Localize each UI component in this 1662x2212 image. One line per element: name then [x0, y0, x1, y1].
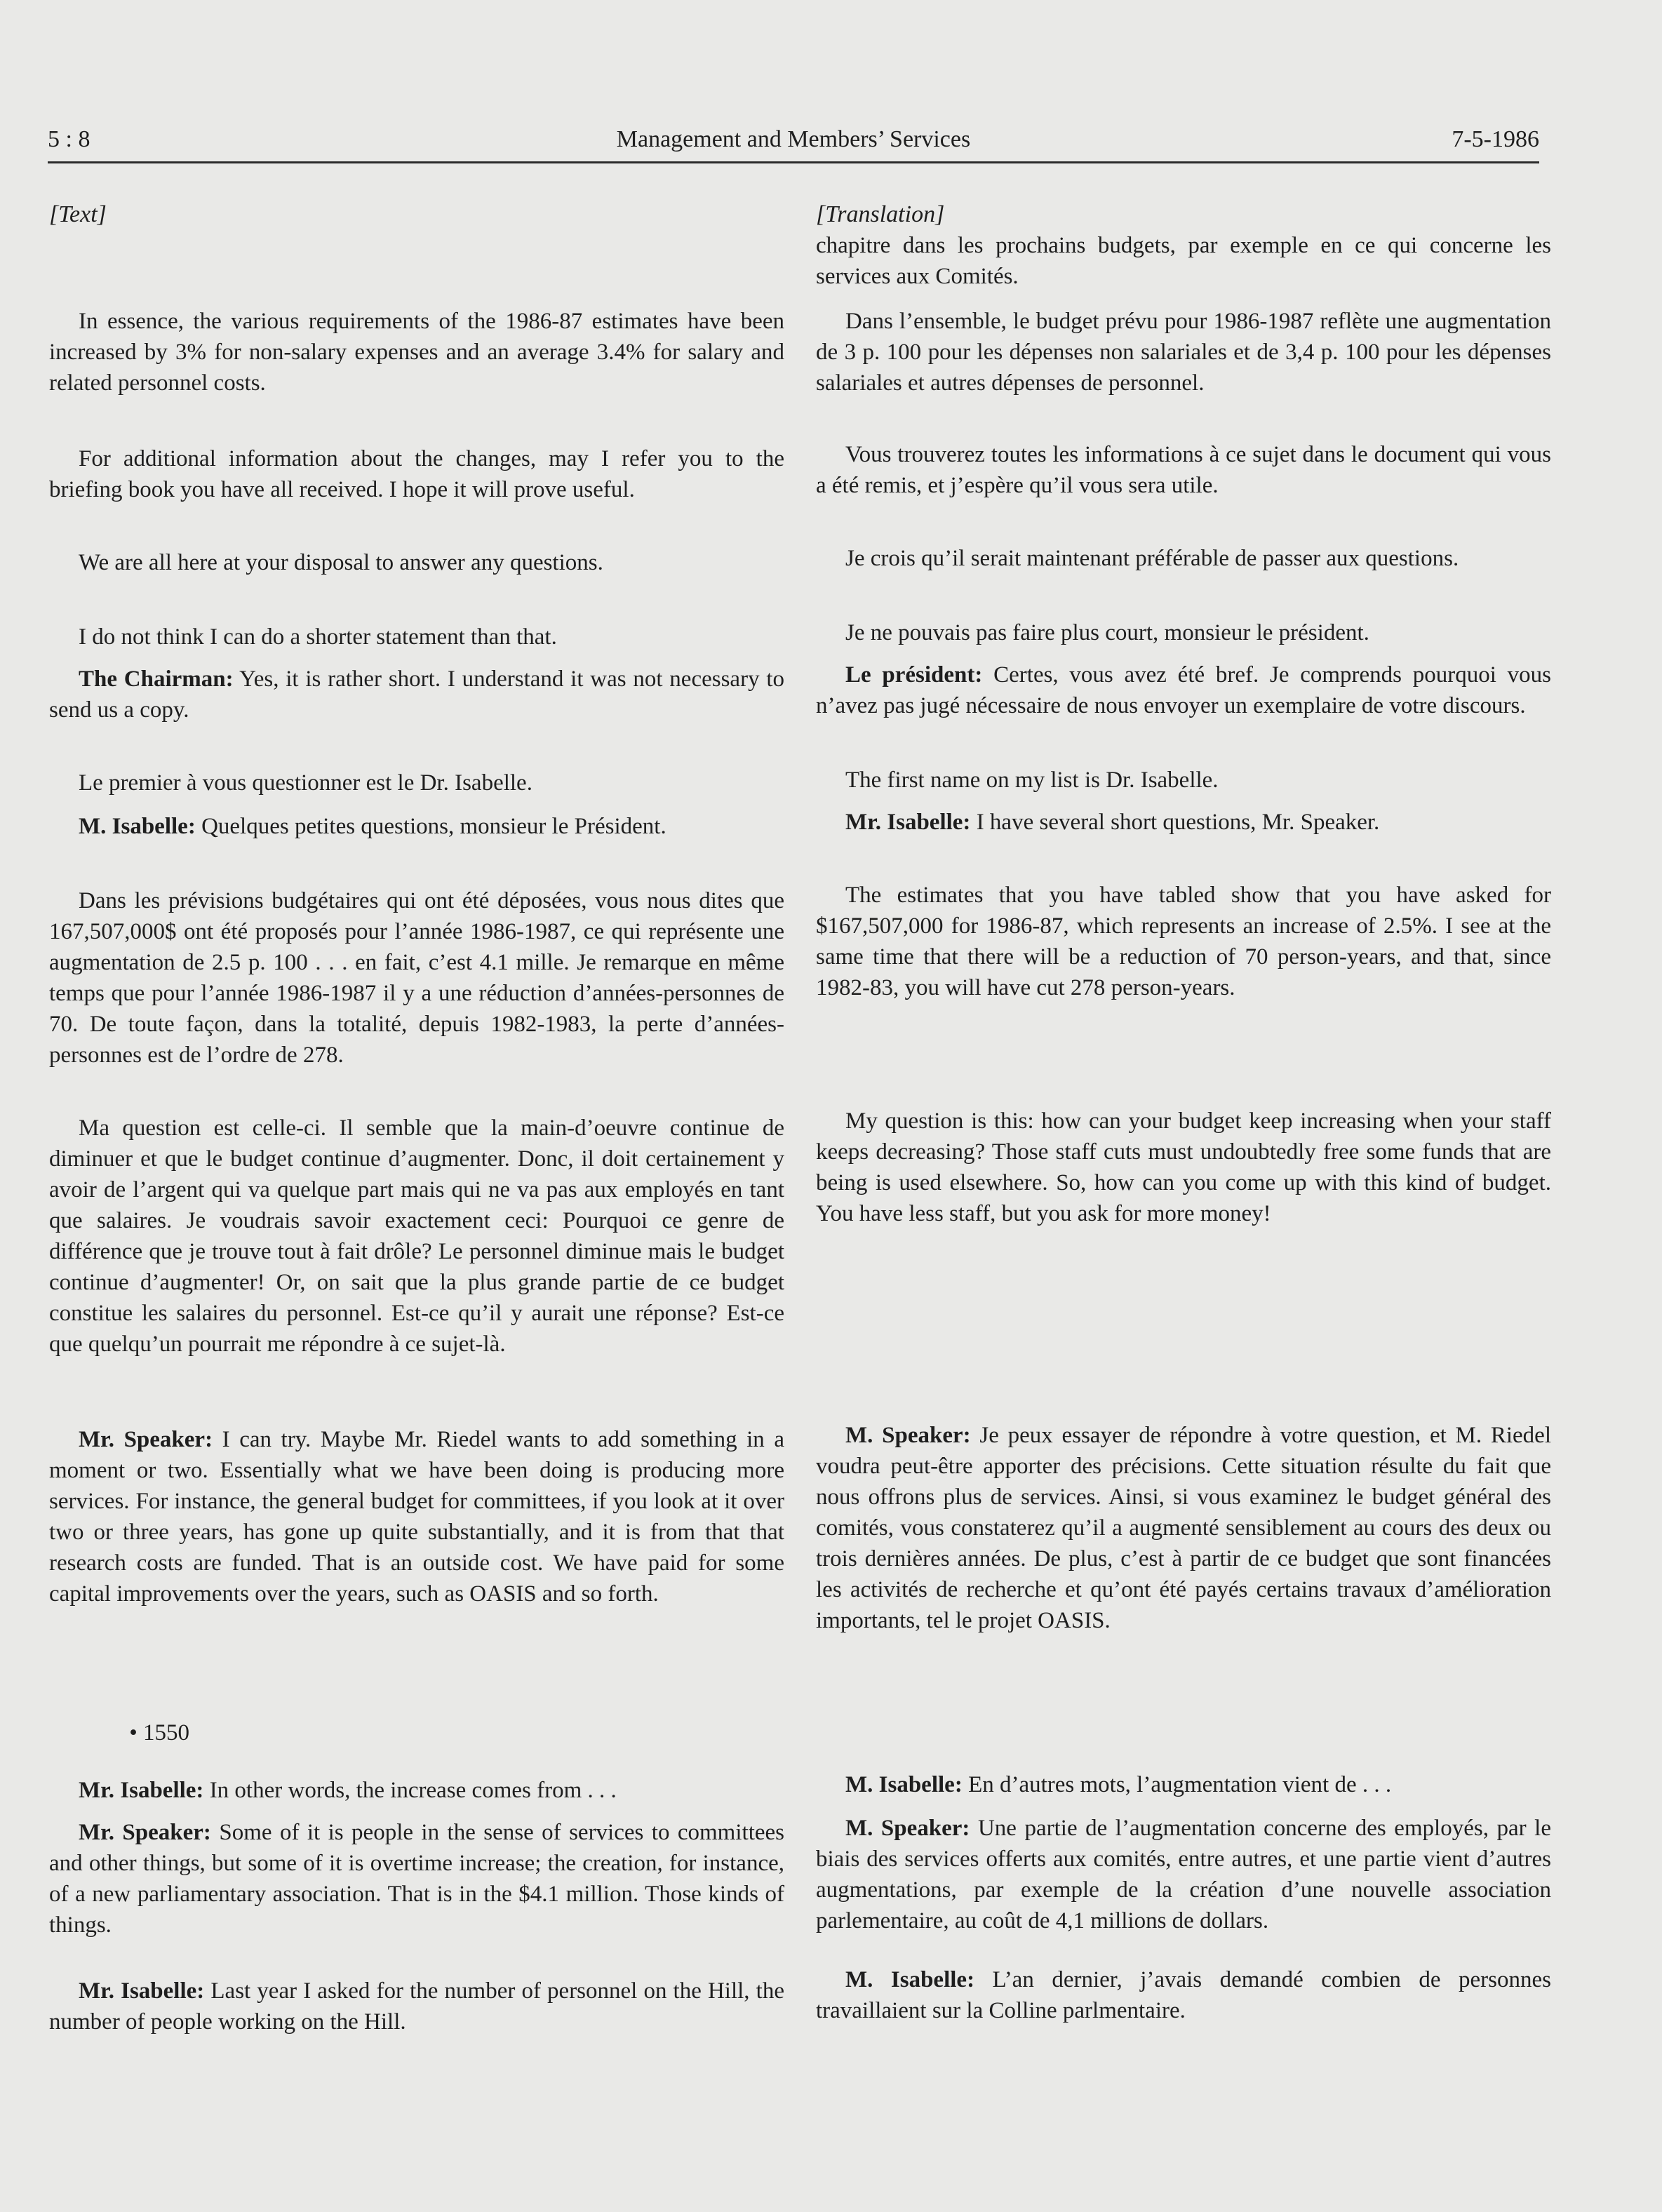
speech-text: Une partie de l’augmentation concerne des employés, par le biais des services offerts aux comités, entre autres, et une partie vient d’autres augmentations, par exemple de la création d’une nouvelle association parlementaire, au coût de 4,1 millions de dollars. [816, 1816, 1551, 1933]
speaker-name: M. Speaker: [845, 1816, 970, 1841]
tag-label: Text [58, 201, 98, 227]
paragraph: Je ne pouvais pas faire plus court, monsieur le président. [845, 620, 1369, 645]
paragraph: Le premier à vous questionner est le Dr. Isabelle. [79, 770, 532, 796]
paragraph: We are all here at your disposal to answer any questions. [79, 550, 603, 575]
running-title: Management and Members’ Services [616, 126, 971, 152]
speech-text: I have several short questions, Mr. Speaker. [970, 810, 1380, 835]
column-tag-text: [Text] [49, 201, 107, 227]
paragraph: Vous trouverez toutes les informations à ce sujet dans le document qui vous a été remis, et j’espère qu’il vous sera utile. [816, 442, 1551, 498]
paragraph: Ma question est celle-ci. Il semble que la main-d’oeuvre continue de diminuer et que le budget continue d’augmenter. Donc, il doit certainement y avoir de l’argent qui va quelque part mais qui ne va pas aux employés en tant que salaires. Je voudrais savoir exactement ceci: Pourquoi ce genre de différence que je trouve tout à fait drôle? Le personnel diminue mais le budget continue d’augmenter! Or, on sait que la plus grande partie de ce budget constitue les salaires du personnel. Est-ce qu’il y aurait une réponse? Est-ce que quelqu’un pourrait me répondre à ce sujet-là. [49, 1115, 784, 1357]
speaker-name: M. Speaker: [845, 1423, 971, 1448]
speech-text: En d’autres mots, l’augmentation vient de . . . [962, 1772, 1392, 1797]
speech-text: L’an dernier, j’avais demandé combien de personnes travaillaient sur la Colline parlmentaire. [816, 1967, 1552, 2023]
speaker-paragraph [49, 811, 784, 842]
speaker-name: Le président: [845, 662, 983, 688]
speech-text: Some of it is people in the sense of services to committees and other things, but some of it is overtime increase; the creation, for instance, of a new parliamentary association. That is in the $4.1 million. Those kinds of things. [49, 1820, 784, 1938]
column-tag-translation: [Translation] [816, 201, 945, 227]
paragraph: My question is this: how can your budget keep increasing when your staff keeps decreasing? Those staff cuts must undoubtedly free some funds that are being is used elsewhere. So, how can you come up with this kind of budget. You have less staff, but you ask for more money! [816, 1108, 1551, 1226]
speaker-name: Mr. Speaker: [79, 1820, 211, 1845]
speaker-name: M. Isabelle: [79, 814, 196, 839]
speech-text: Last year I asked for the number of personnel on the Hill, the number of people working on the Hill. [49, 1978, 784, 2035]
paragraph: Je crois qu’il serait maintenant préférable de passer aux questions. [845, 546, 1459, 571]
speaker-paragraph [816, 1813, 1551, 1936]
paragraph: In essence, the various requirements of the 1986-87 estimates have been increased by 3% for non-salary expenses and an average 3.4% for salary and related personnel costs. [49, 309, 784, 396]
header-date: 7-5-1986 [1452, 126, 1539, 152]
speaker-name: The Chairman: [79, 666, 234, 692]
speech-text: Certes, vous avez été bref. Je comprends pourquoi vous n’avez pas jugé nécessaire de nous envoyer un exemplaire de votre discours. [816, 662, 1551, 718]
paragraph: The estimates that you have tabled show that you have asked for $167,507,000 for 1986-87, which represents an increase of 2.5%. I see at the same time that there will be a reduction of 70 person-years, and that, since 1982-83, you will have cut 278 person-years. [816, 883, 1551, 1000]
speech-text: Quelques petites questions, monsieur le Président. [195, 814, 666, 839]
paragraph: Dans l’ensemble, le budget prévu pour 1986-1987 reflète une augmentation de 3 p. 100 pour les dépenses non salariales et de 3,4 p. 100 pour les dépenses salariales et autres dépenses de personnel. [816, 309, 1551, 396]
speaker-paragraph [816, 1769, 1551, 1800]
page-number: 5 : 8 [48, 126, 91, 152]
speech-text: Yes, it is rather short. I understand it was not necessary to send us a copy. [49, 666, 785, 723]
paragraph: For additional information about the changes, may I refer you to the briefing book you have all received. I hope it will prove useful. [49, 446, 784, 502]
speaker-name: Mr. Isabelle: [79, 1978, 205, 2004]
speech-text: Je peux essayer de répondre à votre question, et M. Riedel voudra peut-être apporter des précisions. Cette situation résulte du fait que nous offrons plus de services. Ainsi, si vous examinez le budget général des comités, vous constaterez qu’il a augmenté sensiblement au cours des deux ou trois dernières années. De plus, c’est à partir de ce budget que sont financées les activités de recherche et qu’ont été payés certains travaux d’amélioration importants, tel le projet OASIS. [816, 1423, 1551, 1633]
speech-text: In other words, the increase comes from . . . [203, 1778, 617, 1803]
time-marker: • 1550 [129, 1720, 189, 1745]
paragraph: The first name on my list is Dr. Isabelle. [845, 768, 1219, 793]
speaker-name: Mr. Isabelle: [79, 1778, 204, 1803]
speaker-paragraph [816, 1420, 1551, 1636]
speaker-name: M. Isabelle: [845, 1772, 963, 1797]
speaker-paragraph [816, 1964, 1551, 2026]
speaker-paragraph [49, 1775, 784, 1806]
speaker-paragraph [49, 1817, 784, 1940]
speaker-paragraph [816, 659, 1551, 721]
paragraph: chapitre dans les prochains budgets, par exemple en ce qui concerne les services aux Comités. [816, 233, 1551, 289]
tag-label: Translation [825, 201, 936, 227]
speaker-paragraph [49, 1424, 784, 1609]
speaker-paragraph [49, 1976, 784, 2037]
paragraph: I do not think I can do a shorter statement than that. [79, 624, 557, 650]
speaker-paragraph [49, 664, 784, 725]
speaker-name: Mr. Isabelle: [845, 810, 971, 835]
speaker-name: Mr. Speaker: [79, 1427, 213, 1452]
speech-text: I can try. Maybe Mr. Riedel wants to add something in a moment or two. Essentially what we have been doing is producing more services. For instance, the general budget for committees, if you look at it over two or three years, has gone up quite substantially, and it is from that that research costs are funded. That is an outside cost. We have paid for some capital improvements over the years, such as OASIS and so forth. [49, 1427, 785, 1607]
speaker-name: M. Isabelle: [845, 1967, 975, 1992]
speaker-paragraph [816, 807, 1551, 838]
paragraph: Dans les prévisions budgétaires qui ont été déposées, vous nous dites que 167,507,000$ ont été proposés pour l’année 1986-1987, ce qui représente une augmentation de 2.5 p. 100 . . . en fait, c’est 4.1 mille. Je remarque en même temps que pour l’année 1986-1987 il y a une réduction d’années-personnes de 70. De toute façon, dans la totalité, depuis 1982-1983, la perte d’années-personnes est de l’ordre de 278. [49, 888, 784, 1068]
page-header [48, 123, 1539, 160]
header-rule [48, 161, 1539, 163]
